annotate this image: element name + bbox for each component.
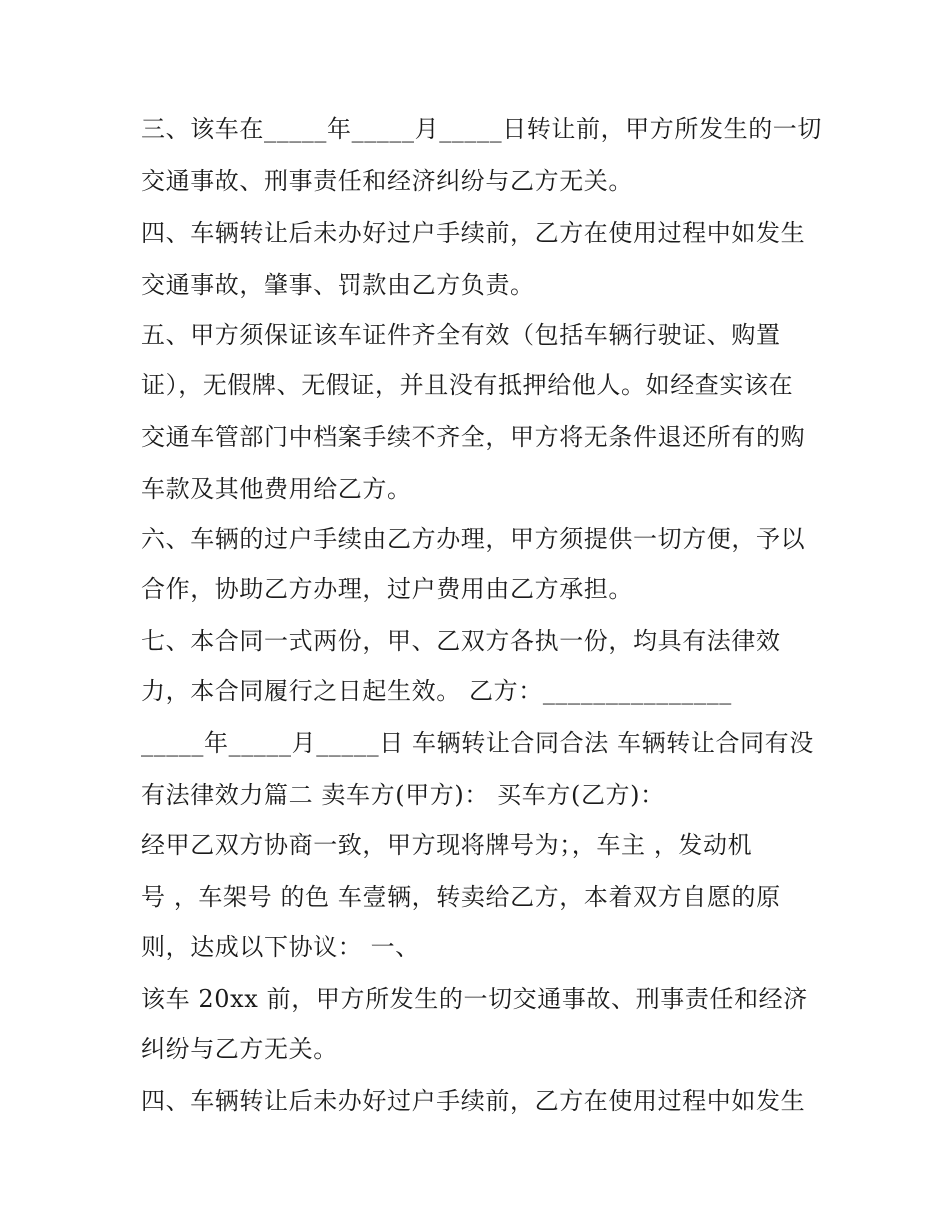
text-line: 交通事故、刑事责任和经济纠纷与乙方无关。 <box>141 167 633 195</box>
text-line: 三、该车在_____年_____月_____日转让前，甲方所发生的一切 <box>141 115 822 143</box>
text-line: 则，达成以下协议： 一、 <box>141 933 420 961</box>
text-line: 七、本合同一式两份，甲、乙双方各执一份，均具有法律效 <box>141 627 781 655</box>
text-line: 号 ，车架号 的色 车壹辆，转卖给乙方，本着双方自愿的原 <box>141 883 781 911</box>
text-line: 有法律效力篇二 卖车方(甲方)： 买车方(乙方)： <box>141 781 665 809</box>
text-line: 四、车辆转让后未办好过户手续前，乙方在使用过程中如发生 <box>141 1087 806 1115</box>
text-line: 证），无假牌、无假证，并且没有抵押给他人。如经查实该在 <box>141 371 794 399</box>
text-line: 力，本合同履行之日起生效。 乙方：_______________ <box>141 677 732 705</box>
text-line: 交通事故，肇事、罚款由乙方负责。 <box>141 271 535 299</box>
text-line: 四、车辆转让后未办好过户手续前，乙方在使用过程中如发生 <box>141 219 806 247</box>
text-line: 六、车辆的过户手续由乙方办理，甲方须提供一切方便，予以 <box>141 525 806 553</box>
text-line: 该车 20xx 前，甲方所发生的一切交通事故、刑事责任和经济 <box>141 985 808 1013</box>
text-line: 车款及其他费用给乙方。 <box>141 475 412 503</box>
text-line: 五、甲方须保证该车证件齐全有效（包括车辆行驶证、购置 <box>141 321 781 349</box>
text-line: 交通车管部门中档案手续不齐全，甲方将无条件退还所有的购 <box>141 423 806 451</box>
text-line: 合作，协助乙方办理，过户费用由乙方承担。 <box>141 575 633 603</box>
text-line: 经甲乙双方协商一致，甲方现将牌号为；，车主 ，发动机 <box>141 831 753 859</box>
text-line: _____年_____月_____日 车辆转让合同合法 车辆转让合同有没 <box>141 729 814 757</box>
text-line: 纠纷与乙方无关。 <box>141 1035 338 1063</box>
